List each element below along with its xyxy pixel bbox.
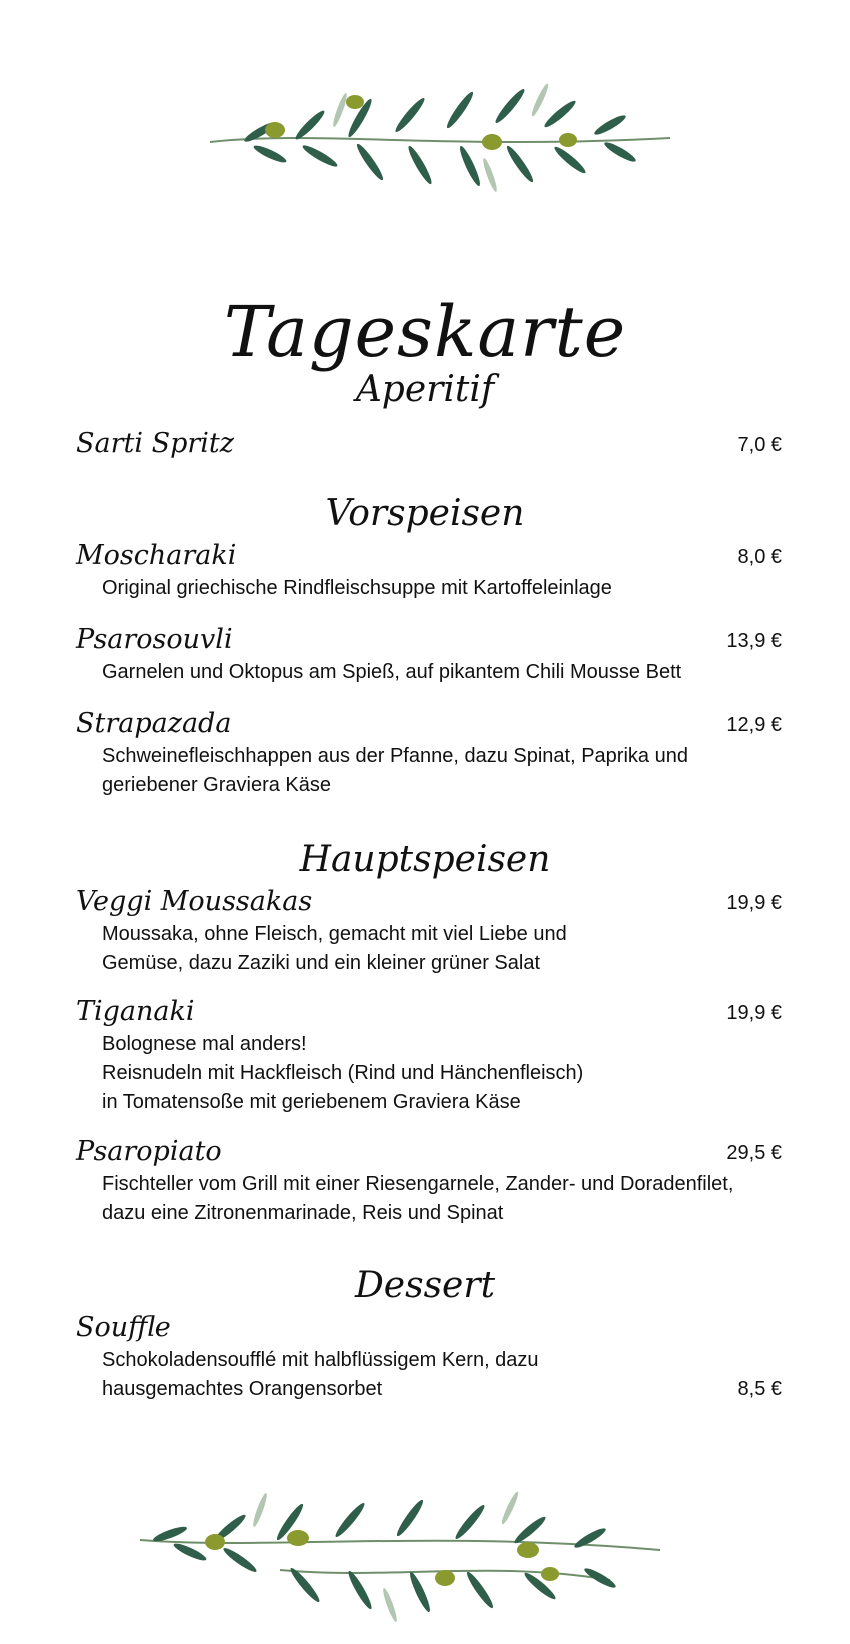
menu-title: Tageskarte (223, 291, 627, 373)
item-price: 29,5 € (726, 1142, 782, 1164)
item-name: Strapazada (76, 708, 232, 739)
item-description: Bolognese mal anders! (102, 1033, 307, 1055)
item-name: Souffle (76, 1312, 171, 1343)
item-name: Moscharaki (76, 540, 237, 571)
item-price: 8,0 € (737, 546, 782, 568)
item-description: Reisnudeln mit Hackfleisch (Rind und Hänchenfleisch) (102, 1062, 584, 1084)
section-heading-dessert: Dessert (354, 1265, 496, 1306)
item-price: 7,0 € (737, 434, 782, 456)
item-description: Gemüse, dazu Zaziki und ein kleiner grüner Salat (102, 952, 541, 974)
item-description: Schweinefleischhappen aus der Pfanne, dazu Spinat, Paprika und (102, 745, 688, 767)
item-description: Garnelen und Oktopus am Spieß, auf pikantem Chili Mousse Bett (102, 661, 682, 683)
item-name: Psaropiato (76, 1136, 222, 1167)
section-heading-vorspeisen: Vorspeisen (325, 493, 525, 534)
item-price: 19,9 € (726, 892, 782, 914)
item-price: 19,9 € (726, 1002, 782, 1024)
section-heading-hauptspeisen: Hauptspeisen (299, 839, 551, 880)
item-name: Psarosouvli (76, 624, 233, 655)
item-name: Tiganaki (76, 996, 195, 1027)
olive-branch-top-icon (200, 70, 680, 210)
section-heading-aperitif: Aperitif (355, 369, 495, 410)
item-description: hausgemachtes Orangensorbet (102, 1378, 383, 1400)
item-description: Original griechische Rindfleischsuppe mit Kartoffeleinlage (102, 577, 612, 599)
item-price: 8,5 € (737, 1378, 782, 1400)
olive-branch-bottom-icon (130, 1490, 670, 1630)
item-price: 12,9 € (726, 714, 782, 736)
item-description: Moussaka, ohne Fleisch, gemacht mit viel Liebe und (102, 923, 567, 945)
item-name: Veggi Moussakas (76, 886, 313, 917)
item-description: Fischteller vom Grill mit einer Riesengarnele, Zander- und Doradenfilet, (102, 1173, 734, 1195)
item-description: geriebener Graviera Käse (102, 774, 332, 796)
item-name: Sarti Spritz (76, 428, 234, 459)
item-price: 13,9 € (726, 630, 782, 652)
item-description: dazu eine Zitronenmarinade, Reis und Spinat (102, 1202, 504, 1224)
item-description: Schokoladensoufflé mit halbflüssigem Kern, dazu (102, 1349, 539, 1371)
item-description: in Tomatensoße mit geriebenem Graviera Käse (102, 1091, 521, 1113)
